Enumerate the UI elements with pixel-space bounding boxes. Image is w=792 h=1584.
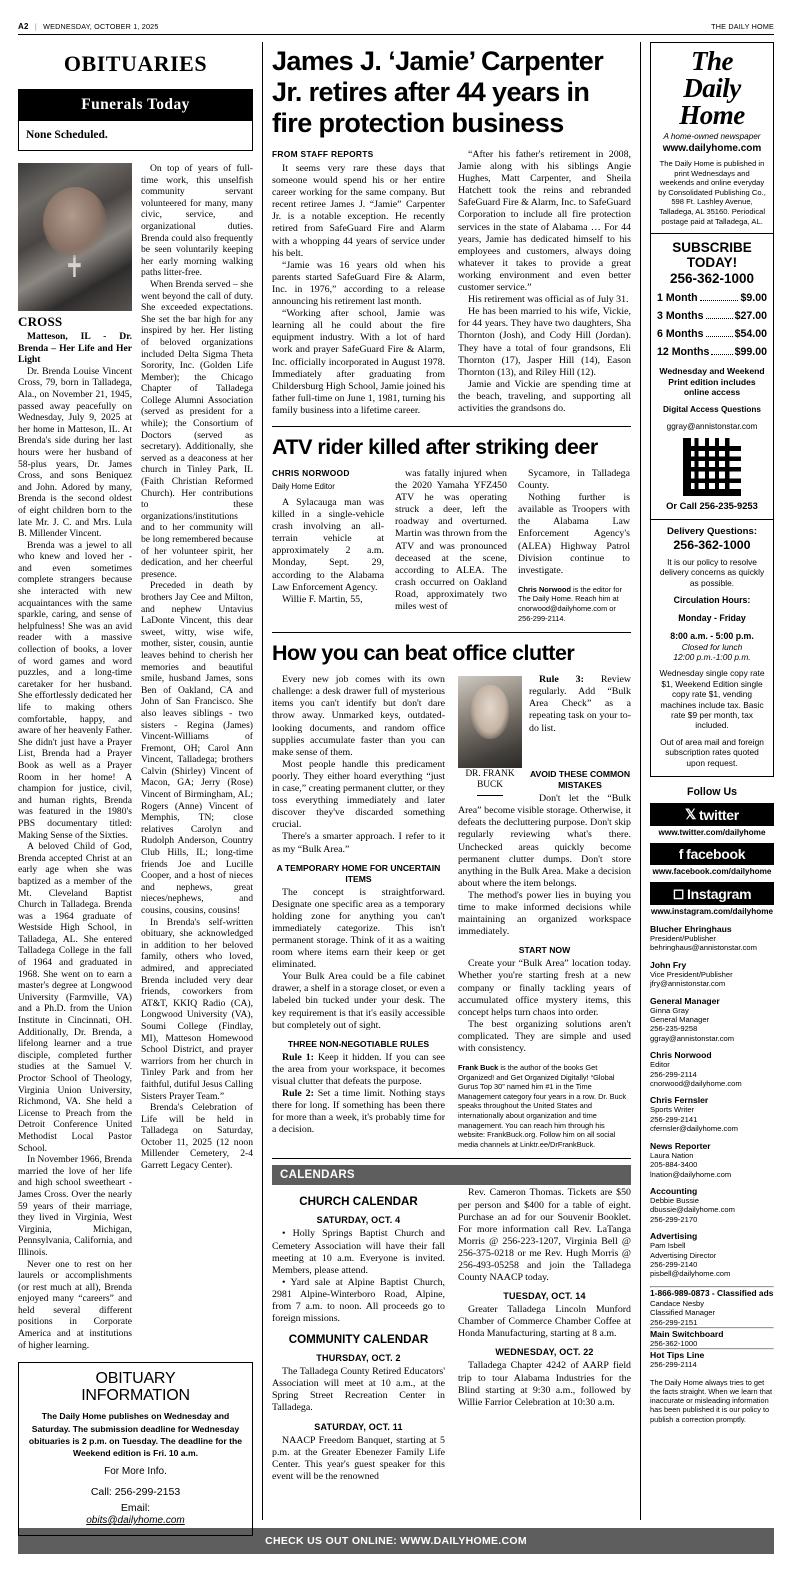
calendars-col1 xyxy=(272,1187,445,1483)
obit-info-email-label: Email: xyxy=(120,1501,151,1514)
accuracy-disclaimer: The Daily Home always tries to get the facts straight. When we learn that inaccurate or misleading information has been published it is our policy to publish a correction promptly. xyxy=(650,1377,773,1424)
community-calendar-day-2: SATURDAY, OCT. 11 xyxy=(314,1421,403,1432)
community-calendar-cont: Rev. Cameron Thomas. Tickets are $50 per person and $400 for a table of eight. Purchase an ad for our Souvenir Booklet. For more information call Rev. LaTanga Morris @ 256-223-1207, Virginia Bell @ 256-375-0218 or me Rev. Hugh Morris @ 256-493-05258 and join the Talladega County NAACP today. xyxy=(458,1187,631,1284)
obituaries-column xyxy=(18,42,262,1526)
instagram-button[interactable] xyxy=(650,882,774,905)
masthead-line-1: The xyxy=(691,46,733,76)
staff-detail: 256-235-9258 xyxy=(650,1024,698,1034)
price-term: 3 Months xyxy=(657,310,704,323)
staff-directory xyxy=(650,924,774,1279)
price-term: 1 Month xyxy=(657,292,698,305)
staff-detail: 256-299-2170 xyxy=(650,1214,698,1224)
page-number: A2 xyxy=(18,22,29,31)
instagram-label: Instagram xyxy=(687,885,752,902)
subscribe-price-row xyxy=(657,328,767,340)
price-dots xyxy=(700,292,739,301)
church-calendar-header: CHURCH CALENDAR xyxy=(299,1195,418,1209)
clutter-text-5: Create your “Bulk Area” location today. Whether you're starting fresh at a new company or finally tackling years of accumulated office mystery items, this concept helps turn chaos into order. The best organizing solutions aren't complicated. They are simple and used with consistency. xyxy=(458,958,631,1054)
atv-story-body xyxy=(272,468,631,623)
folio-rule xyxy=(18,34,774,35)
subscribe-title-1: SUBSCRIBE xyxy=(672,240,752,256)
staff-detail: Sports Writer xyxy=(650,1105,695,1115)
masthead-tagline: A home-owned newspaper xyxy=(663,132,761,141)
staff-detail: jfry@annistonstar.com xyxy=(650,979,726,989)
facebook-label: facebook xyxy=(686,846,746,863)
price-value: $27.00 xyxy=(734,310,767,323)
staff-entry xyxy=(650,996,774,1044)
lead-story-byline: FROM STAFF REPORTS xyxy=(272,149,374,159)
obit-info-more: For More Info. xyxy=(104,1465,167,1477)
obit-info-body: The Daily Home publishes on Wednesday and Saturday. The submission deadline for Wednesday obituaries is 2 p.m. on Tuesday. The deadline for the Weekend edition is Fri. 10 a.m. xyxy=(28,1411,243,1459)
folio-divider: | xyxy=(34,22,37,31)
folio-date: WEDNESDAY, OCTOBER 1, 2025 xyxy=(43,22,159,31)
masthead-line-3: Home xyxy=(679,100,745,130)
atv-story-byline: CHRIS NORWOOD xyxy=(272,467,350,478)
masthead-url[interactable]: www.dailyhome.com xyxy=(662,143,762,154)
masthead-publication-note: The Daily Home is published in print Wednesdays and weekends and online everyday by Consolidated Publishing Co., 598 Ft. Lashley Avenue, Talladega, AL 35160. Periodical postage paid at Talladega, AL. xyxy=(658,159,766,226)
contact-detail: Classified Manager xyxy=(650,1308,715,1318)
clutter-subhead-2: THREE NON-NEGOTIABLE RULES xyxy=(287,1038,430,1049)
subscribe-box xyxy=(650,234,774,520)
frank-buck-headshot xyxy=(458,676,522,768)
hot-tips-lines xyxy=(650,1360,774,1369)
price-dots xyxy=(706,310,733,319)
lead-story-col1 xyxy=(272,149,445,417)
subscribe-note: Wednesday and Weekend Print edition includes online access xyxy=(659,366,765,398)
staff-name: Blucher Ehringhaus xyxy=(650,924,732,935)
lead-story-body xyxy=(272,149,631,417)
staff-detail: Pam Isbell xyxy=(650,1241,686,1251)
clutter-subhead-1: A TEMPORARY HOME FOR UNCERTAIN ITEMS xyxy=(276,862,441,884)
atv-story-col1 xyxy=(272,468,384,623)
obit-info-email[interactable]: obits@dailyhome.com xyxy=(86,1514,185,1526)
staff-entry xyxy=(650,1141,774,1179)
contact-detail: 256-362-1000 xyxy=(650,1338,698,1348)
masthead-box xyxy=(650,42,774,234)
staff-detail: Editor xyxy=(650,1060,670,1070)
staff-detail: lnation@dailyhome.com xyxy=(650,1169,732,1179)
community-calendar-items-1: The Talladega County Retired Educators' Association will meet at 10 a.m., at the Spring Street Recreation Center in Talladega. xyxy=(272,1366,445,1414)
price-value: $54.00 xyxy=(734,328,767,341)
classified-phone[interactable]: 1-866-989-0873 - Classified ads xyxy=(650,1287,774,1298)
staff-detail: pisbell@dailyhome.com xyxy=(650,1269,731,1279)
circulation-hours-time: 8:00 a.m. - 5:00 p.m. xyxy=(670,630,754,641)
lead-story-col2 xyxy=(458,149,631,417)
atv-story-headline: ATV rider killed after striking deer xyxy=(272,434,598,459)
staff-entry xyxy=(650,1050,774,1088)
staff-name: John Fry xyxy=(650,959,687,970)
staff-detail: Ginna Gray xyxy=(650,1005,689,1015)
community-calendar-day-3: TUESDAY, OCT. 14 xyxy=(503,1291,586,1302)
obituary-portrait-photo xyxy=(18,163,132,311)
twitter-icon: 𝕏 xyxy=(685,806,697,823)
lead-story-text-col1: It seems very rare these days that someone would spend his or her entire career working for the same company. But recent retiree James J. “Jamie” Carpenter Jr. is a notable exception. He recently retired from SafeGuard Fire and Alarm with a whopping 44 years of service under his belt. “Jamie was 16 years old when his parents started SafeGuard Fire & Alarm, Inc. in 1976,” according to a release announcing his retirement last month. “Working after school, Jamie was learning all he could about the fire equipment industry. With a lot of hard work and prayer SafeGuard Fire & Alarm, Inc. officially incorporated in August 1978. Immediately after graduating from Childersburg High School, Jamie joined his father full-time on June 1, 1981, turning his family business into a lifetime career. xyxy=(272,163,445,416)
staff-entry xyxy=(650,1231,774,1279)
price-term: 6 Months xyxy=(657,328,704,341)
staff-name: News Reporter xyxy=(650,1140,711,1151)
staff-detail: Laura Nation xyxy=(650,1150,694,1160)
clutter-story-tagline: Frank Buck is the author of the books Get Organized! and Get Organized Digitally! “Global Gurus Top 30” named him #1 in the Time Management category four years in a row. Dr. Buck speaks throughout the United States and internationally about organization and time management. You can reach him through his website: FrankBuck.org. Follow him on all social media channels at Linktr.ee/DrFrankBuck. xyxy=(458,1063,627,1149)
subscribe-price-row xyxy=(657,310,767,322)
clutter-story-col2 xyxy=(458,674,631,1149)
masthead-line-2: Daily xyxy=(683,73,741,103)
digital-access-email[interactable]: ggray@annistonstar.com xyxy=(666,421,758,431)
church-calendar-items-1: • Holly Springs Baptist Church and Cemetery Association will have their fall meeting at 10 a.m. Everyone is invited. Members, please attend. • Yard sale at Alpine Baptist Church, 2981 Alpine-Winterboro Road, Alpine, from 7 a.m. to noon. All proceeds go to foreign missions. xyxy=(272,1228,445,1325)
main-switchboard-lines xyxy=(650,1339,774,1348)
lead-story-text-col2: “After his father's retirement in 2008, Jamie along with his siblings Angie Hughes, Matt Carpenter, and Sheila Hatchett took the reins and rebranded SafeGuard Fire & Alarm, Inc. to SafeGuard Corporation to include all fire protection services in the state of Alabama … For 44 years, Jamie has dedicated himself to his employees and customers, always doing whatever it takes to provide a great working environment and even better customer service.” His retirement was official as of July 31. He has been married to his wife, Vickie, for 44 years. They have two daughters, Sha Thornton (Josh), and Cody Hill (Jordan). They have a total of four grandsons, Eli Thornton (17), Jasper Hill (14), Eason Thornton (13), and Riley Hill (12). Jamie and Vickie are spending time at the beach, traveling, and supporting all activities the grandsons do. xyxy=(458,149,631,414)
obituary-text-col1: Matteson, IL - Dr. Brenda – Her Life and Her Light Dr. Brenda Louise Vincent Cross, 79, born in Talladega, Ala., on November 21, 1945, passed away peacefully on Wednesday, July 9, 2025 at her home in Matteson, IL. At Brenda's side during her last hours were her husband of 58-plus years, Dr. James Cross, and sons Beniquez and John. Adored by many, Brenda is the second oldest of eight children born to the late Mr. J. C. and Mrs. Lula B. Millender Vincent. Brenda was a jewel to all who knew and loved her - and even sometimes complete strangers because she interacted with new acquaintances with the same sparkle, caring, and sense of helpfulness! She was an avid reader with a massive collection of books, a lover of word games and word puzzles, and a long-time caretaker for her husband. She effortlessly dedicated her life to making others comfortable, happy, and aware of her heavenly Father. She didn't just have a Prayer List, Brenda had a Prayer Book as well as a Prayer Room in her home! A champion for justice, civil, and human rights, Brenda was featured in the 1980's PBS documentary titled: Making Sense of the Sixties. A beloved Child of God, Brenda accepted Christ at an early age when she was baptized as a member of the Mt. Cleveland Baptist Church in Talladega. Brenda was a 1964 graduate of Westside High School, in Talladega, AL. She entered Talladega College in the fall of 1964 and graduated in 1968. She went on to earn a master's degree at Longwood University (Farmville, VA) and a Ph.D. from the Union Institute in Cincinnati, OH. Additionally, Dr. Brenda, a lifelong learner and a true disciple, completed further studies at the Samuel V. Proctor School of Theology, Virginia Union University, Richmond, VA. She held a License to Preach from the Detroit Conference United Methodist Local Pastor School. In November 1966, Brenda married the love of her life and high school sweetheart - James Cross. Over the nearly 59 years of their marriage, they lived in Virginia, West Virginia, Michigan, Pennsylvania, California, and Illinois. Never one to rest on her laurels or accomplishments (or rest much at all), Brenda enjoyed many “careers” and held several different positions in Corporate America and at institutions of higher learning. xyxy=(18,331,132,1351)
staff-name: General Manager xyxy=(650,995,720,1006)
staff-detail: dbussie@dailyhome.com xyxy=(650,1205,735,1215)
staff-detail: 256-299-2140 xyxy=(650,1259,698,1269)
delivery-policy-text: It is our policy to resolve delivery concerns as quickly as possible. xyxy=(659,556,765,588)
funerals-today-box xyxy=(18,89,253,151)
calendars-bar: CALENDARS xyxy=(272,1165,631,1185)
obituary-column-2 xyxy=(141,163,253,1351)
facebook-icon: f xyxy=(678,846,684,863)
page-footer-banner[interactable]: CHECK US OUT ONLINE: WWW.DAILYHOME.COM xyxy=(18,1528,774,1554)
calendars-body xyxy=(272,1187,631,1483)
clutter-text-4: Don't let the “Bulk Area” become visible storage. Otherwise, it defeats the decluttering purpose. Don't skip regularly reviewing what's there. Unchecked areas quickly become permanent clutter dumps. Don't store anything in the Bulk Area. Make a decision about where the item belongs. The method's power lies in buying you time to make informed decisions while maintaining an organized workspace immediately. xyxy=(458,793,631,938)
lead-story-headline: James J. ‘Jamie’ Carpenter Jr. retires after 44 years in fire protection business xyxy=(272,46,604,138)
staff-detail: 256-299-2141 xyxy=(650,1114,698,1124)
staff-detail: Advertising Director xyxy=(650,1250,717,1260)
atv-story-byline-sub: Daily Home Editor xyxy=(272,481,335,491)
clutter-story-body xyxy=(272,674,631,1149)
page-grid xyxy=(18,42,774,1526)
instagram-icon: ◻ xyxy=(672,885,685,902)
right-rail xyxy=(640,42,774,1520)
follow-us-title: Follow Us xyxy=(686,786,738,799)
obituary-information-box xyxy=(18,1362,253,1536)
headshot-caption-line2: BUCK xyxy=(477,780,503,791)
staff-detail: General Manager xyxy=(650,1015,710,1025)
community-calendar-items-2: NAACP Freedom Banquet, starting at 5 p.m. at the Greater Ebenezer Family Life Center. This year's guest speaker for this event will be the renowned xyxy=(272,1434,445,1482)
obituary-text-col2: On top of years of full-time work, this unselfish community servant volunteered for many, many civic, service, and organizational duties. Brenda could also frequently be seen voluntarily keeping her early morning walking paths litter-free. When Brenda served – she went beyond the call of duty. She exceeded expectations. She set the bar high for any inspired by her. Her listing of beloved organizations included Delta Sigma Theta Sorority, Inc. (Golden Life Member); the Chicago Chapter of Talladega College Alumni Association (served as president for a while); the Consortium of Doctors (served as secretary). Additionally, she served as a deaconess at her church in Tinley Park, IL (Faith Christian Reformed Church). Her contributions to these organizations/institutions and to her community will be long remembered because of her volunteer spirit, her dedication, and her cheerful presence. Preceded in death by brothers Jay Cee and Milton, and nephew Untavius LaDonte Vincent, this dear sweet, witty, wise wife, mother, sister, cousin, auntie leaves behind to cherish her memories and beautiful smile, husband James, sons Ben of Oakland, CA and John of San Francisco. She also leaves siblings - two sisters - Regina (James) Vincent-Williams of Fremont, OH; Carol Ann Vincent, Talladega; brothers Calvin (Shirley) Vincent of Macon, GA; Jerry (Rose) Vincent of Birmingham, AL; Rogers (Anne) Vincent of Memphis, TN; close relatives Carolyn and Rudolph Anderson, Country Club Hills, IL; long-time friends Joe and Lucille Cooper, and a host of nieces and nephews, great nieces/nephews, and cousins, cousins, cousins! In Brenda's self-written obituary, she acknowledged in addition to her beloved family, others who loved, admired, and appreciated Brenda included very dear friends, coworkers from AT&T, KKIQ Radio (CA), Longwood University (VA), Soumi College (Findlay, MI), Matteson Homewood School District, and prayer warriors from her church in Tinley Park and from her faithful, dutiful Jesus Calling Sisters Prayer Team.” Brenda's Celebration of Life will be held in Talladega on Saturday, October 11, 2025 (12 noon Millender Cemetery, 2-4 Garrett Legacy Center). xyxy=(141,163,253,1172)
clutter-text-3: Rule 3: Review regularly. Add “Bulk Area Check” as a repeating task on your to-do list. xyxy=(529,674,631,734)
community-calendar-items-4: Talladega Chapter 4242 of AARP field trip to tour Alabama Industries for the Blind starting at 9:30 a.m., followed by Willie Farrior Celebration at 10:30 a.m. xyxy=(458,1360,631,1408)
clutter-story-col1 xyxy=(272,674,445,1149)
staff-detail: 256-299-2114 xyxy=(650,1069,697,1079)
staff-detail: Vice President/Publisher xyxy=(650,969,733,979)
community-calendar-day-4: WEDNESDAY, OCT. 22 xyxy=(495,1347,594,1358)
obit-info-title-2: INFORMATION xyxy=(81,1387,190,1405)
staff-detail: cnorwood@dailyhome.com xyxy=(650,1079,742,1089)
subscribe-title-2: TODAY! xyxy=(686,255,738,271)
staff-name: Chris Fernsler xyxy=(650,1095,709,1106)
staff-entry xyxy=(650,924,774,953)
price-dots xyxy=(711,346,732,355)
headshot-caption-line1: DR. FRANK xyxy=(465,769,515,780)
price-value: $99.00 xyxy=(734,346,767,359)
community-calendar-header: COMMUNITY CALENDAR xyxy=(288,1333,429,1347)
classified-contact xyxy=(650,1299,774,1327)
twitter-label: twitter xyxy=(699,806,739,823)
divider-rule-3 xyxy=(272,1158,631,1159)
calendars-col2 xyxy=(458,1187,631,1483)
staff-detail: ggray@annistonstar.com xyxy=(650,1033,735,1043)
contact-detail: 256-299-2151 xyxy=(650,1317,698,1327)
main-content-column xyxy=(262,42,640,1520)
headshot-caption xyxy=(458,769,522,800)
delivery-phone[interactable]: 256-362-1000 xyxy=(673,537,751,552)
clutter-text-1: Every new job comes with its own challenge: a desk drawer full of mysterious items you can't identify but don't dare throw away. Unmarked keys, outdated-looking documents, and random office supplies accumulate faster than you can make sense of them. Most people handle this predicament poorly. They either hoard everything “just in case,” creating permanent clutter, or they toss everything immediately and later discover they've discarded something crucial. There's a smarter approach. I refer to it as my “Bulk Area.” xyxy=(272,674,445,855)
obituary-entry xyxy=(18,163,253,1351)
subscribe-phone[interactable]: 256-362-1000 xyxy=(669,271,755,287)
subscribe-price-row xyxy=(657,292,767,304)
clutter-subhead-3: AVOID THESE COMMON MISTAKES xyxy=(529,769,631,791)
atv-story-col2 xyxy=(395,468,507,623)
staff-name: Accounting xyxy=(650,1185,698,1196)
folio xyxy=(18,22,774,34)
church-calendar-day-1: SATURDAY, OCT. 4 xyxy=(316,1215,401,1226)
twitter-url[interactable]: www.twitter.com/dailyhome xyxy=(658,828,766,838)
atv-story-text-col1: A Sylacauga man was killed in a single-vehicle crash involving an all-terrain vehicle at approximately 2 a.m. Monday, Sept. 29, according to the Alabama Law Enforcement Agency. Willie F. Martin, 55, xyxy=(272,496,384,605)
obituary-surname: CROSS xyxy=(18,314,63,329)
staff-detail: President/Publisher xyxy=(650,934,716,944)
clutter-rules: Rule 1: Keep it hidden. If you can see the area from your workspace, it becomes visual clutter that defeats the purpose. Rule 2: Set a time limit. Nothing stays there for long. If something has been there for more than a week, it's probably time for a decision. xyxy=(272,1051,446,1136)
price-term: 12 Months xyxy=(657,346,710,359)
clutter-text-2: The concept is straightforward. Designate one specific area as a temporary holding zone for anything you can't immediately categorize. This isn't permanent storage. Think of it as a waiting room where items earn their keep or get eliminated. Your Bulk Area could be a file cabinet drawer, a shelf in a storage closet, or even a labeled bin tucked under your desk. The key requirement is that it's easily accessible but completely out of sight. xyxy=(272,886,445,1031)
social-links xyxy=(650,803,774,916)
obit-info-title-1: OBITUARY xyxy=(95,1370,176,1388)
staff-detail: cfernsler@dailyhome.com xyxy=(650,1124,738,1134)
circulation-hours-title: Circulation Hours: xyxy=(673,595,751,606)
folio-paper-name: THE DAILY HOME xyxy=(711,22,774,31)
main-switchboard-label: Main Switchboard xyxy=(650,1328,724,1339)
staff-name: Chris Norwood xyxy=(650,1050,712,1061)
staff-detail: Debbie Bussie xyxy=(650,1195,699,1205)
atv-story-text-col3: Sycamore, in Talladega County. Nothing further is available as Troopers with the Alabama Law Enforcement Agency's (ALEA) Highway Patrol Division continue to investigate. xyxy=(518,467,630,576)
staff-entry xyxy=(650,1186,774,1224)
price-value: $9.00 xyxy=(740,292,767,305)
staff-detail: 205-884-3400 xyxy=(650,1160,698,1170)
price-dots xyxy=(706,328,733,337)
staff-name: Advertising xyxy=(650,1231,698,1242)
contact-detail: 256-299-2114 xyxy=(650,1360,697,1370)
obit-info-call[interactable]: Call: 256-299-2153 xyxy=(90,1485,181,1498)
delivery-title: Delivery Questions: xyxy=(666,525,758,537)
staff-detail: behringhaus@annistonstar.com xyxy=(650,943,757,953)
out-of-area-rates: Out of area mail and foreign subscription rates quoted upon request. xyxy=(660,736,764,768)
circulation-closed-label: Closed for lunch xyxy=(681,641,743,652)
subscribe-price-list xyxy=(657,292,767,358)
instagram-url[interactable]: www.instagram.com/dailyhome xyxy=(650,907,774,917)
contact-detail: Candace Nesby xyxy=(650,1298,705,1308)
clutter-subhead-4: START NOW xyxy=(518,945,571,956)
atv-story-col3 xyxy=(518,468,630,623)
atv-story-text-col2: was fatally injured when the 2020 Yamaha YFZ450 ATV he was operating struck a deer, left the roadway and overturned. Martin was thrown from the ATV and was pronounced deceased at the scene, according to ALEA. The crash occurred on Oakland Road, approximately two miles west of xyxy=(395,467,507,612)
clutter-story-headline: How you can beat office clutter xyxy=(272,641,575,666)
funerals-today-header: Funerals Today xyxy=(19,90,252,121)
atv-story-tagline: Chris Norwood is the editor for The Daily Home. Reach him at cnorwood@dailyhome.com or 256-299-2114. xyxy=(518,584,622,623)
community-calendar-items-3: Greater Talladega Lincoln Munford Chamber of Commerce Chamber Coffee at Honda Manufacturing, starting at 8 a.m. xyxy=(458,1304,631,1340)
hot-tips-line-label: Hot Tips Line xyxy=(650,1350,705,1361)
twitter-button[interactable] xyxy=(650,803,774,826)
facebook-url[interactable]: www.facebook.com/dailyhome xyxy=(652,867,772,877)
staff-entry xyxy=(650,960,774,989)
subscribe-or-call[interactable]: Or Call 256-235-9253 xyxy=(666,499,758,511)
facebook-button[interactable] xyxy=(650,843,774,865)
headshot-caption-rule xyxy=(477,795,503,796)
circulation-closed-time: 12:00 p.m.-1:00 p.m. xyxy=(673,651,751,662)
delivery-questions-box xyxy=(650,520,774,777)
funerals-today-body: None Scheduled. xyxy=(26,129,108,141)
subscribe-price-row xyxy=(657,346,767,358)
single-copy-rates: Wednesday single copy rate $1, Weekend Edition single copy rate $1, vending machines include tax. Basic rate $9 per month, tax included. xyxy=(659,668,765,731)
obituary-column-1 xyxy=(18,163,132,1351)
circulation-hours-days: Monday - Friday xyxy=(678,612,746,623)
staff-entry xyxy=(650,1095,774,1133)
obituaries-section-title: OBITUARIES xyxy=(63,51,208,76)
community-calendar-day-1: THURSDAY, OCT. 2 xyxy=(316,1353,401,1364)
digital-access-questions-label: Digital Access Questions xyxy=(663,404,761,414)
qr-code-image[interactable] xyxy=(683,438,741,496)
